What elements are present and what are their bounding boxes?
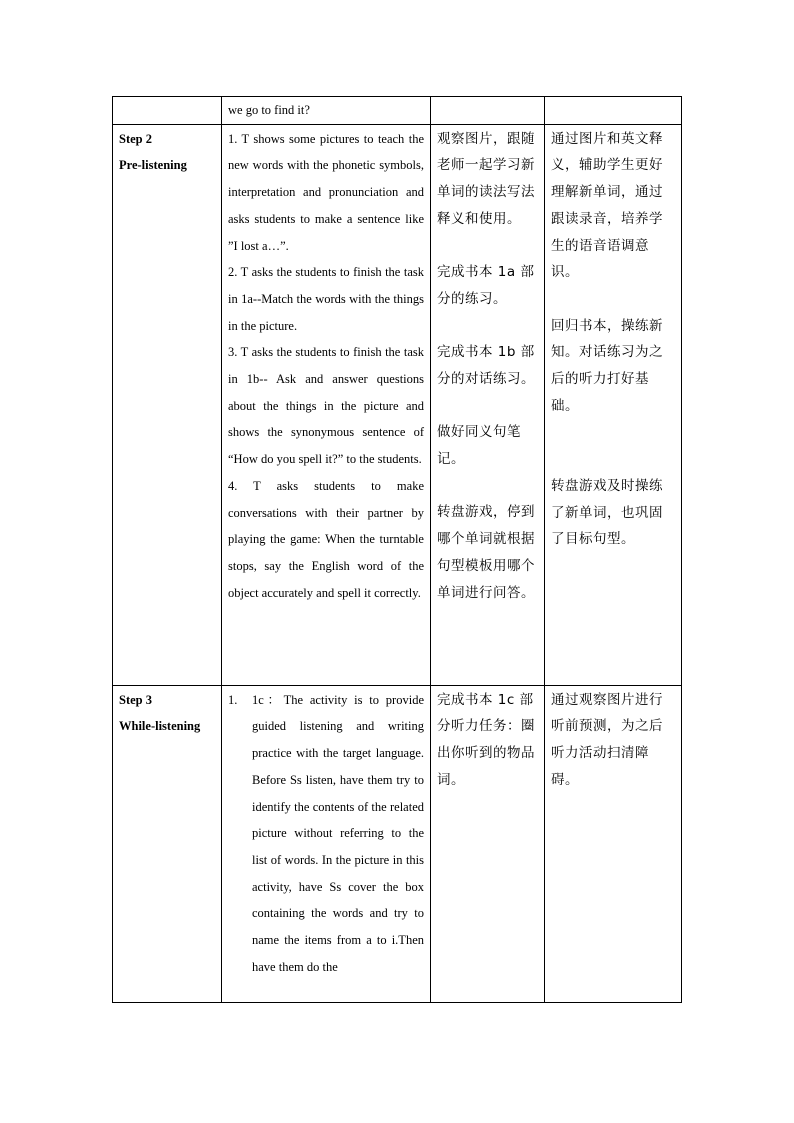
- step-cell-empty: [113, 97, 222, 125]
- purpose-item: 通过观察图片进行听前预测，为之后听力活动扫清障碍。: [551, 691, 663, 788]
- student-item: 完成书本 1b 部分的对话练习。: [437, 344, 535, 387]
- item-number: 1.: [228, 692, 238, 707]
- student-item: 完成书本 1a 部分的练习。: [437, 264, 535, 307]
- student-item: 做好同义句笔记。: [437, 424, 521, 468]
- step-name: While-listening: [119, 719, 201, 734]
- purpose-item: 转盘游戏及时操练了新单词，也巩固了目标句型。: [551, 477, 663, 548]
- student-activity-cell: [431, 97, 545, 125]
- teacher-activity-cell: [222, 97, 431, 125]
- purpose-item: 回归书本，操练新知。对话练习为之后的听力打好基础。: [551, 317, 663, 414]
- purpose-cell: [545, 124, 682, 685]
- student-activity-cell: [431, 685, 545, 1002]
- table-row-step3: [113, 685, 682, 1002]
- purpose-cell: [545, 685, 682, 1002]
- student-item: 观察图片，跟随老师一起学习新单词的读法写法释义和使用。: [437, 130, 535, 227]
- purpose-cell: [545, 97, 682, 125]
- step-name: Pre-listening: [119, 158, 187, 173]
- teacher-item: 2. T asks the students to finish the task in 1a--Match the words with the things in the picture.: [228, 265, 424, 333]
- teacher-activity-cell: [222, 124, 431, 685]
- step-cell: [113, 124, 222, 685]
- step-label: Step 3: [119, 692, 152, 707]
- numbered-item: [228, 687, 424, 981]
- table-row-step2: [113, 124, 682, 685]
- student-activity-cell: [431, 124, 545, 685]
- teacher-item: 3. T asks the students to finish the task in 1b-- Ask and answer questions about the things in the picture and shows the synonymous sentence of “How do you spell it?” to the students.: [228, 345, 424, 467]
- table-row-continued: [113, 97, 682, 125]
- teacher-item: 1. T shows some pictures to teach the new words with the phonetic symbols, interpretation and pronunciation and asks students to make a sentence like ”I lost a…”.: [228, 131, 424, 253]
- teacher-item: 4. T asks students to make conversations with their partner by playing the game: When the turntable stops, say the English word of the object accurately and spell it correctly.: [228, 478, 424, 600]
- lesson-plan-table: [112, 96, 682, 1003]
- teacher-activity-text: 1c：The activity is to provide guided listening and writing practice with the target language. Before Ss listen, have them try to identify the contents of the related picture without referring to the list of words. In the picture in this activity, have Ss cover the box containing the words and try to name the items from a to i.Then have them do the: [252, 692, 424, 974]
- step-label: Step 2: [119, 131, 152, 146]
- purpose-item: 通过图片和英文释义，辅助学生更好理解新单词，通过跟读录音，培养学生的语音语调意识。: [551, 130, 663, 281]
- teacher-activity-text: we go to find it?: [228, 103, 310, 117]
- teacher-activity-cell: [222, 685, 431, 1002]
- student-item: 完成书本 1c 部分听力任务：圈出你听到的物品词。: [437, 691, 535, 788]
- step-cell: [113, 685, 222, 1002]
- student-item: 转盘游戏，停到哪个单词就根据句型模板用哪个单词进行问答。: [437, 504, 535, 601]
